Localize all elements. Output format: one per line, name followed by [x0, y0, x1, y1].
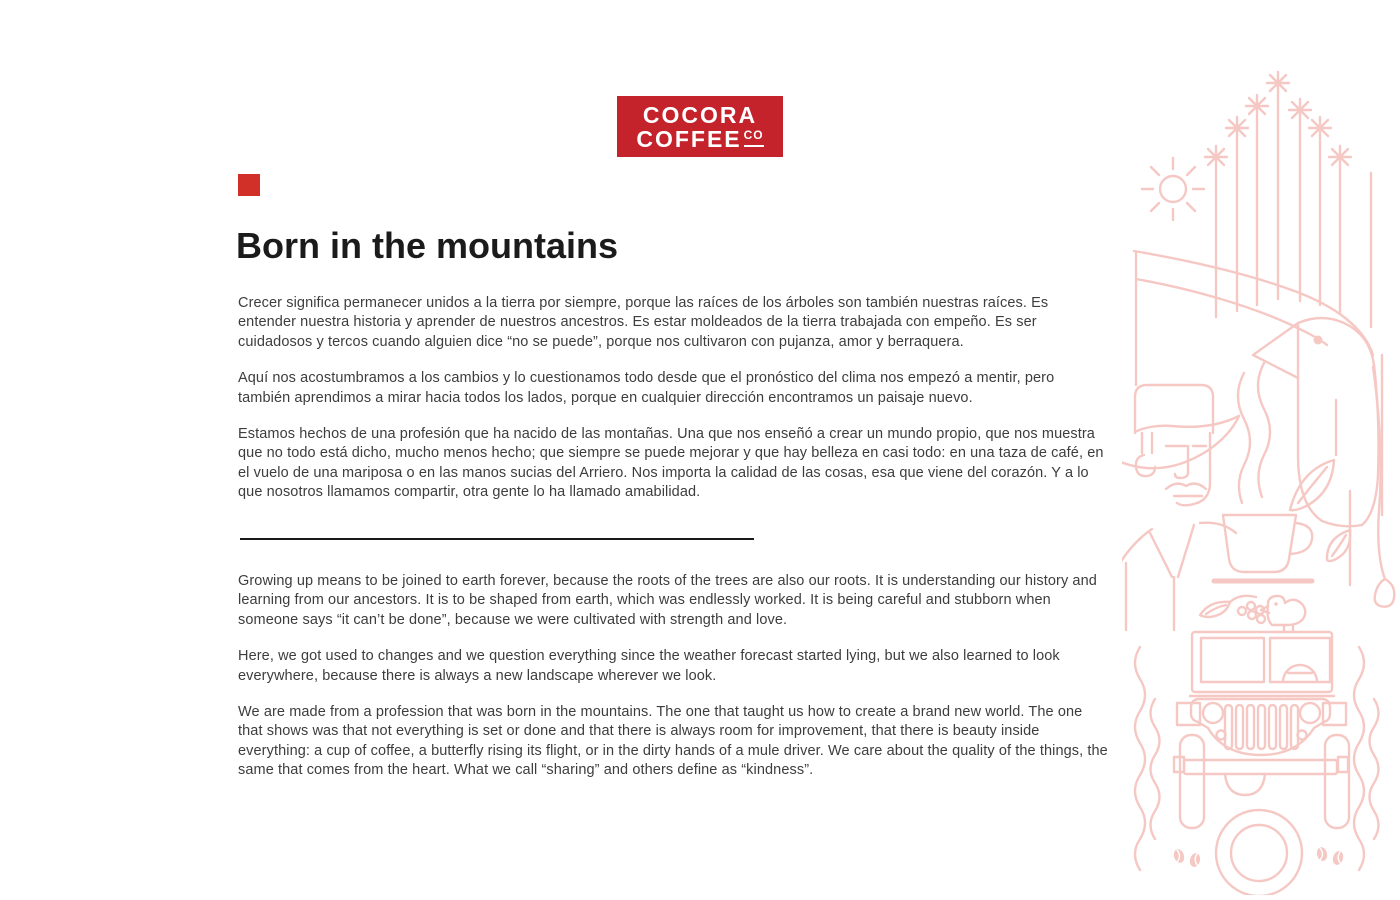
- brand-logo-word1: COCORA: [642, 101, 758, 128]
- coffee-cup-icon: [1214, 515, 1312, 581]
- paragraph-en: Growing up means to be joined to earth forever, because the roots of the trees are also our roots. It is understanding our history and learning from our ancestors. It is to be shaped from earth, which was endlessly worked. It is being careful and stubborn when someone says “it can’t be done”, because we were cultivated with strength and love.: [238, 573, 1097, 628]
- coffee-branch-icon: [1200, 596, 1265, 623]
- accent-red-square: [238, 174, 260, 196]
- cocora-line-illustration: [1122, 55, 1400, 895]
- line-art-svg: [1122, 55, 1400, 895]
- section-divider: [240, 538, 754, 540]
- parrot-icon: [1253, 173, 1394, 607]
- paragraph-es: Crecer significa permanecer unidos a la tierra por siempre, porque las raíces de los árboles son también nuestras raíces. Es entender nuestra historia y aprender de nuestros ancestros. Es estar moldeados de la tierra trabajada con empeño. Es ser cuidadosos y tercos cuando alguien dice “no se puede”, porque nos cultivaron con pujanza, amor y berraquera.: [238, 295, 1049, 350]
- paragraph-es: Estamos hechos de una profesión que ha nacido de las montañas. Una que nos enseñó a crear un mundo propio, que nos muestra que no todo está dicho, mucho menos hecho; que siempre se puede mejorar y que hay belleza en casi todo: en una taza de café, en el vuelo de una mariposa o en las manos sucias del Arriero. Nos importa la calidad de las cosas, esa que viene del corazón. Y a lo que nosotros llamamos compartir, otra gente lo ha llamado amabilidad.: [238, 426, 1104, 501]
- coffee-bean-icon: [1172, 846, 1345, 868]
- wax-palm-icon: [1205, 72, 1351, 317]
- brand-logo-word2: COFFEE: [636, 125, 742, 152]
- paragraph-es: Aquí nos acostumbramos a los cambios y lo cuestionamos todo desde que el pronóstico del clima nos empezó a mentir, pero también aprendimos a mirar hacia todos los lados, porque en cualquier dirección encontramos un paisaje nuevo.: [238, 370, 1055, 406]
- sun-icon: [1142, 158, 1204, 220]
- small-bird-icon: [1261, 596, 1305, 631]
- spanish-text-block: [238, 294, 1108, 520]
- english-text-block: [238, 572, 1108, 798]
- arriero-hat-man-icon: [1122, 385, 1239, 630]
- spare-tire-icon: [1216, 810, 1302, 895]
- coffee-bean-crack: [1177, 848, 1341, 866]
- wavy-line-icon: [1135, 647, 1379, 870]
- paragraph-en: We are made from a profession that was born in the mountains. The one that taught us how to create a brand new world. The one that shows was that not everything is set or done and that there is always room for improvement, that there is beauty inside everything: a cup of coffee, a butterfly rising its flight, or in the dirty hands of a mule driver. We care about the quality of the things, the same that comes from the heart. What we call “sharing” and others define as “kindness”.: [238, 704, 1108, 779]
- page-title: Born in the mountains: [236, 225, 618, 266]
- paragraph-en: Here, we got used to changes and we question everything since the weather forecast started lying, but we also learned to look everywhere, because there is always a new landscape wherever we look.: [238, 648, 1060, 684]
- coffee-steam-icon: [1238, 363, 1270, 503]
- brand-logo: [617, 96, 783, 157]
- willys-jeep-icon: [1174, 632, 1349, 828]
- hill-arc: [1134, 251, 1373, 385]
- brand-logo-suffix: CO: [744, 129, 764, 147]
